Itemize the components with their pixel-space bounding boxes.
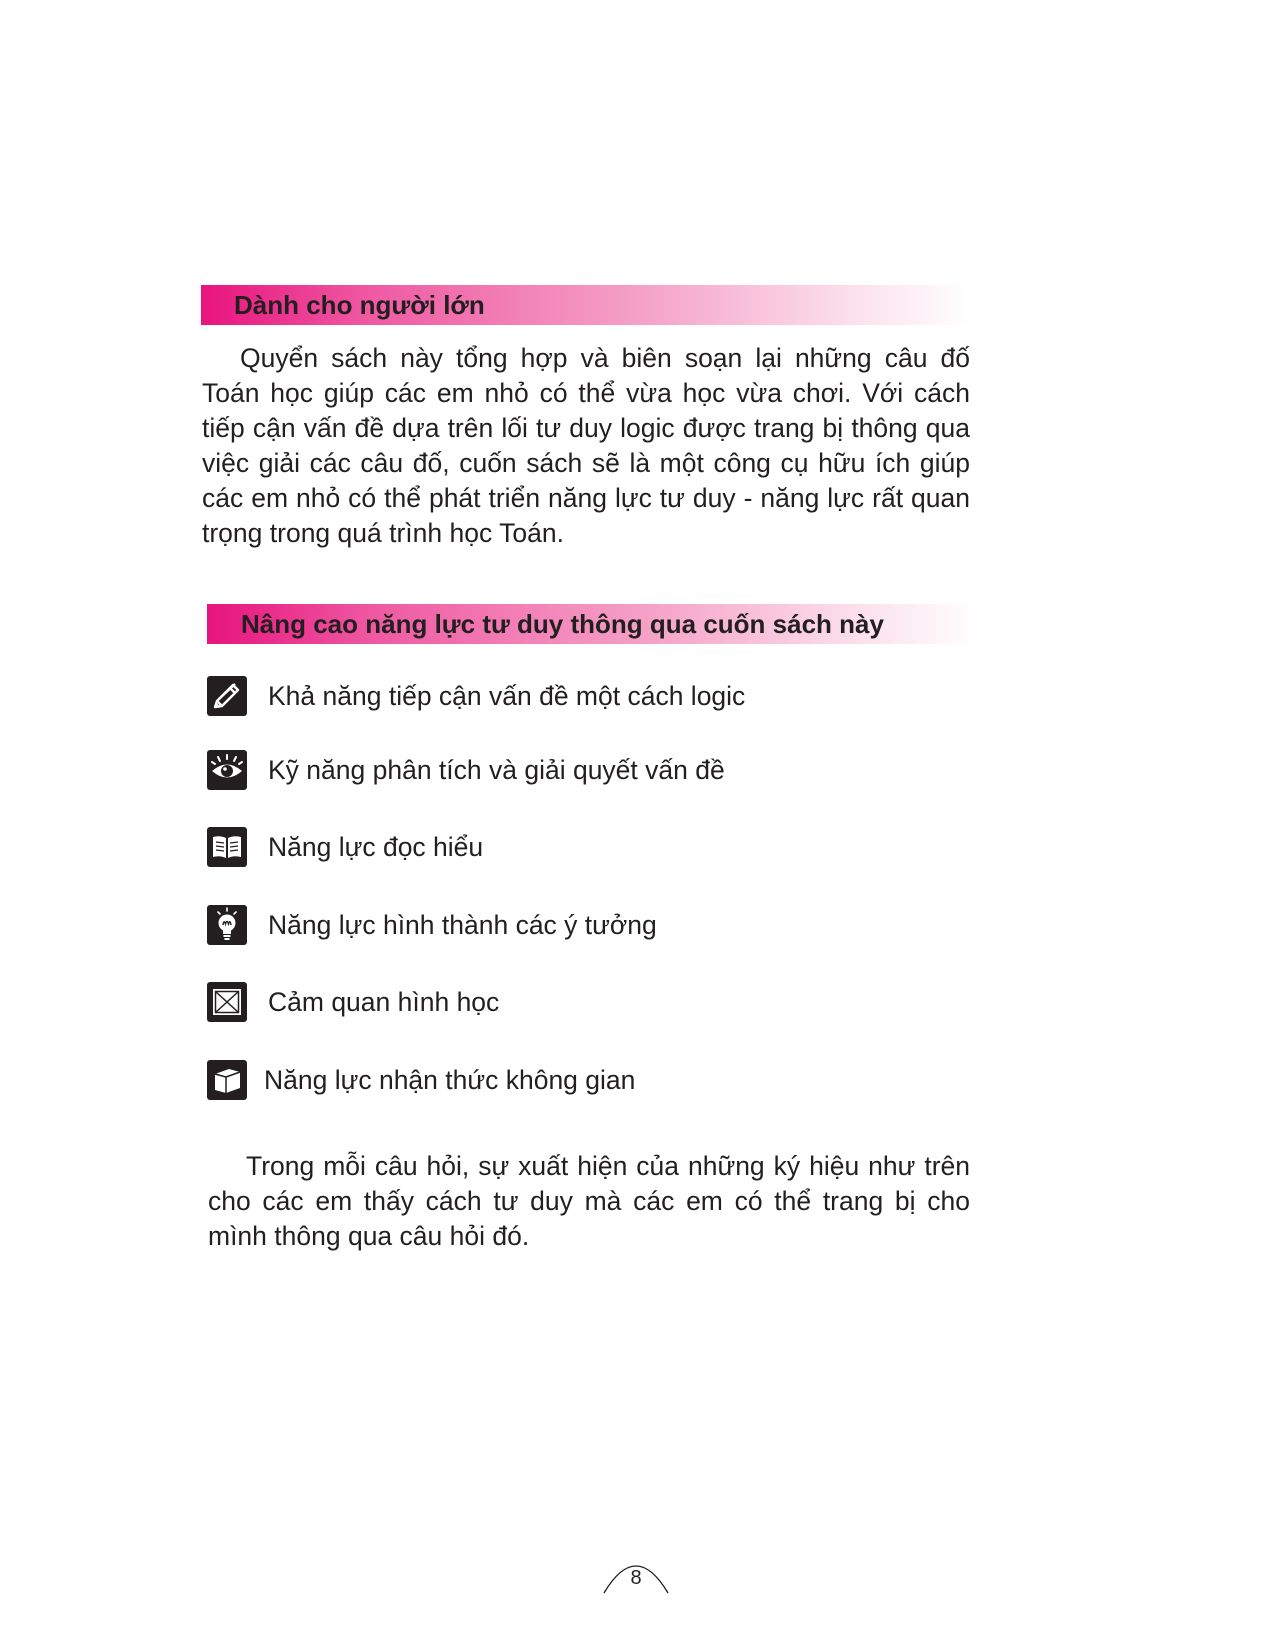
skill-item-logic [207, 676, 967, 718]
skill-item-analysis [207, 750, 967, 792]
eye-icon [207, 750, 247, 790]
cube-icon [207, 1060, 247, 1100]
skill-label: Năng lực hình thành các ý tưởng [268, 910, 657, 940]
skill-item-geometry [207, 982, 967, 1024]
page-number-badge [602, 1555, 670, 1595]
skill-item-spatial [207, 1060, 967, 1102]
page-number: 8 [630, 1567, 642, 1589]
book-icon [207, 827, 247, 867]
envelope-icon [207, 982, 247, 1022]
closing-paragraph: Trong mỗi câu hỏi, sự xuất hiện của những ký hiệu như trên cho các em thấy cách tư duy mà các em có thể trang bị cho mình thông qua câu hỏi đó. [208, 1151, 970, 1251]
section-heading-skills: Nâng cao năng lực tư duy thông qua cuốn sách này [207, 604, 977, 644]
skill-label: Năng lực nhận thức không gian [264, 1065, 636, 1095]
skill-label: Kỹ năng phân tích và giải quyết vấn đề [268, 755, 725, 785]
skill-label: Năng lực đọc hiểu [268, 832, 484, 862]
pencil-icon [207, 676, 247, 716]
skill-label: Cảm quan hình học [268, 987, 500, 1017]
section-heading-adults: Dành cho người lớn [201, 285, 971, 325]
skill-label: Khả năng tiếp cận vấn đề một cách logic [268, 681, 746, 711]
skill-item-reading [207, 827, 967, 869]
lightbulb-icon [207, 905, 247, 945]
skill-item-ideas [207, 905, 967, 947]
intro-paragraph: Quyển sách này tổng hợp và biên soạn lại những câu đố Toán học giúp các em nhỏ có thể vừa học vừa chơi. Với cách tiếp cận vấn đề dựa trên lối tư duy logic được trang bị thông qua việc giải các câu đố, cuốn sách sẽ là một công cụ hữu ích giúp các em nhỏ có thể phát triển năng lực tư duy - năng lực rất quan trọng trong quá trình học Toán. [202, 343, 970, 548]
